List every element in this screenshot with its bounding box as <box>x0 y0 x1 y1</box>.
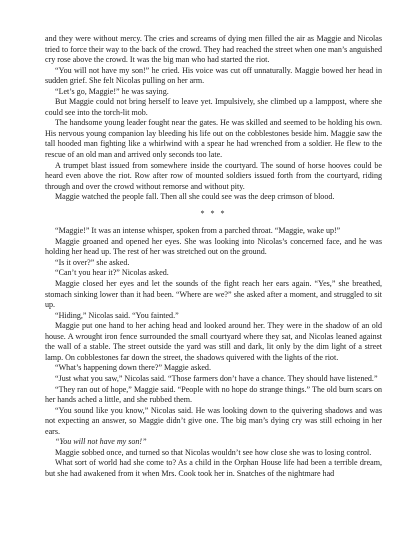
paragraph: The handsome young leader fought near the gates. He was skilled and seemed to be holding his own. His nervous young companion lay bleeding his life out on the cobblestones beside him. Maggie saw the tall hooded man fighting like a whirlwind with a spear he had wrenched from a soldier. He flew to the rescue of an old man and arrived only seconds too late. <box>45 118 382 160</box>
paragraph: But Maggie could not bring herself to leave yet. Impulsively, she climbed up a lamppost, where she could see into the torch-lit mob. <box>45 97 382 117</box>
paragraph: “What’s happening down there?” Maggie asked. <box>55 363 211 373</box>
paragraph: “Is it over?” she asked. <box>55 257 130 267</box>
paragraph: “You will not have my son!” he cried. His voice was cut off unnaturally. Maggie bowed her head in sudden grief. She felt Nicolas pulling on her arm. <box>45 65 382 86</box>
paragraph: A trumpet blast issued from somewhere inside the courtyard. The sound of horse hooves could be heard even above the riot. Row after row of mounted soldiers issued forth from the courtyard, riding through and over the crowd without remorse and without pity. <box>45 160 382 191</box>
paragraph: “Maggie!” It was an intense whisper, spoken from a parched throat. “Maggie, wake up!” <box>55 226 341 236</box>
paragraph: Maggie put one hand to her aching head and looked around her. They were in the shadow of an old house. A wrought iron fence surrounded the small courtyard where they sat, and Nicolas leaned against the wall of a stable. The street outside the yard was still and dark, lit only by the dim light of a street lamp. On cobblestones far down the street, the shadows quivered with the lights of the riot. <box>45 321 382 362</box>
paragraph: Maggie closed her eyes and let the sounds of the fight reach her ears again. “Yes,” she breathed, stomach sinking lower than it had been. “Where are we?” she asked after a moment, and struggled to sit up. <box>45 279 382 310</box>
italic-quote: “You will not have my son!” <box>55 437 147 447</box>
paragraph: Maggie watched the people fall. Then all she could see was the deep crimson of blood. <box>55 192 335 202</box>
book-page <box>45 34 382 479</box>
paragraph: “Let’s go, Maggie!” he was saying. <box>55 86 169 96</box>
paragraph: “They ran out of hope,” Maggie said. “People with no hope do strange things.” The old burn scars on her hands ached a little, and she rubbed them. <box>45 384 382 405</box>
paragraph: “You sound like you know,” Nicolas said. He was looking down to the quivering shadows and was not expecting an answer, so Maggie didn’t give one. The big man’s dying cry was still echoing in her ears. <box>45 405 382 436</box>
paragraph: “Can’t you hear it?” Nicolas asked. <box>55 268 169 278</box>
paragraph: “Hiding,” Nicolas said. “You fainted.” <box>55 310 179 320</box>
scene-break: * * * <box>200 208 227 218</box>
paragraph: Maggie groaned and opened her eyes. She was looking into Nicolas’s concerned face, and he was holding her head up. The rest of her was stretched out on the ground. <box>45 236 382 257</box>
paragraph <box>45 437 382 448</box>
paragraph: and they were without mercy. The cries and screams of dying men filled the air as Maggie and Nicolas tried to force their way to the back of the crowd. They had reached the street when one man’s anguished cry rose above the crowd. It was the big man who had started the riot. <box>45 34 382 65</box>
paragraph: Maggie sobbed once, and turned so that Nicolas wouldn’t see how close she was to losing control. <box>55 447 372 457</box>
paragraph: What sort of world had she come to? As a child in the Orphan House life had been a terrible dream, but she had awakened from it when Mrs. Cook took her in. Snatches of the nightmare had <box>45 458 382 478</box>
paragraph: “Just what you saw,” Nicolas said. “Those farmers don’t have a chance. They should have listened.” <box>55 373 378 383</box>
